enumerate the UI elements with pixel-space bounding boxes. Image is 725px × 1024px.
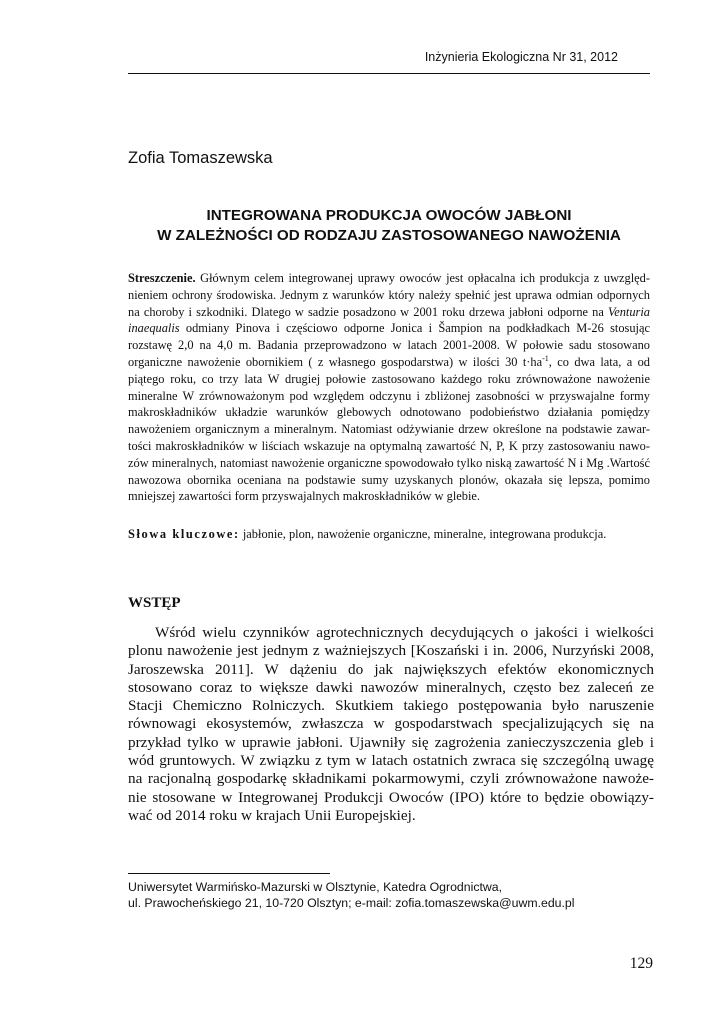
introduction-body <box>128 624 654 825</box>
abstract-text-c: , co dwa lata, a od piątego roku, co trzy lata W drugiej połowie zastosowano każdego roku zrównoważone nawożenie mineralne W zrównoważonym pod względem odczynu i zbliżonej zasobności w przyswajalne formy makroskładników układzie warunków glebowych odnotowano podobieństwo działania pomiędzy nawożeniem organicznym a mineralnym. Natomiast odżywianie drzew określone na podstawie zawar-tości makroskładników w liściach wskazuje na optymalną zawartość N, P, K przy zastosowaniu nawo-zów mineralnych, natomiast nawożenie organiczne spowodowało tylko niską zawartość N i Mg .Wartość nawozowa obornika oceniana na podstawie sumy uzyskanych plonów, okazała się lepsza, pomimo mniejszej zawartości form przyswajalnych makroskładników w glebie. <box>128 354 650 504</box>
journal-header: Inżynieria Ekologiczna Nr 31, 2012 <box>424 50 618 64</box>
author-name: Zofia Tomaszewska <box>128 149 273 167</box>
abstract-text-b: odmiany Pinova i częściowo odporne Jonica i Šampion na podkładkach M-26 stosując rozstawę 2,0 na 4,0 m. Badania przeprowadzono w latach 2001-2008. W połowie sadu stosowano organiczne nawożenie obornikiem ( z własnego gospodarstwa) w ilości 30 t·ha <box>128 321 650 369</box>
author-affiliation <box>128 879 658 911</box>
affiliation-line-2: ul. Prawocheńskiego 21, 10-720 Olsztyn; e-mail: zofia.tomaszewska@uwm.edu.pl <box>128 896 575 910</box>
abstract-species-name: Venturia inaequalis <box>128 304 650 336</box>
abstract-label: Streszczenie. <box>128 271 196 285</box>
footnote-rule <box>128 873 330 874</box>
abstract <box>128 270 650 505</box>
affiliation-line-1: Uniwersytet Warmińsko-Mazurski w Olsztynie, Katedra Ogrodnictwa, <box>128 880 503 894</box>
keywords-label: Słowa kluczowe: <box>128 527 240 541</box>
header-rule <box>128 73 650 74</box>
title-line-2: W ZALEŻNOŚCI OD RODZAJU ZASTOSOWANEGO NAWOŻENIA <box>157 227 621 244</box>
introduction-paragraph: Wśród wielu czynników agrotechnicznych decydujących o jakości i wielkości plonu nawożenie jest jednym z ważniejszych [Koszański i in. 2006, Nurzyński 2008, Jaroszewska 2011]. W dążeniu do jak największych efektów ekonomicznych stosowano coraz to większe dawki nawozów mineralnych, często bez zaleceń ze Stacji Chemiczno Rolniczych. Skutkiem takiego postępowania było naruszenie równowagi ekosystemów, zwłaszcza w gospodarstwach specjalizujących się na przykład tylko w uprawie jabłoni. Ujawniły się zagrożenia zanieczyszczenia gleb i wód gruntowych. W związku z tym w latach ostatnich zwraca się szczególną uwagę na racjonalną gospodarkę składnikami pokarmowymi, czyli zrównoważone nawoże-nie stosowane w Integrowanej Produkcji Owoców (IPO) które to będzie obowiązy-wać od 2014 roku w krajach Unii Europejskiej. <box>128 624 654 824</box>
keywords <box>128 526 650 542</box>
abstract-superscript: -1 <box>542 353 549 363</box>
page-number: 129 <box>629 955 653 972</box>
abstract-text-a: Głównym celem integrowanej uprawy owoców jest opłacalna ich produkcja z uwzględ-nieniem ochrony środowiska. Jednym z warunków który należy spełnić jest uprawa odmian odpornych na choroby i szkodniki. Dlatego w sadzie posadzono w 2001 roku drzewa jabłoni odporne na <box>128 271 650 319</box>
title-line-1: INTEGROWANA PRODUKCJA OWOCÓW JABŁONI <box>206 207 572 224</box>
paper-title <box>128 206 650 246</box>
keywords-text: jabłonie, plon, nawożenie organiczne, mineralne, integrowana produkcja. <box>239 527 607 541</box>
section-heading: WSTĘP <box>128 595 181 611</box>
